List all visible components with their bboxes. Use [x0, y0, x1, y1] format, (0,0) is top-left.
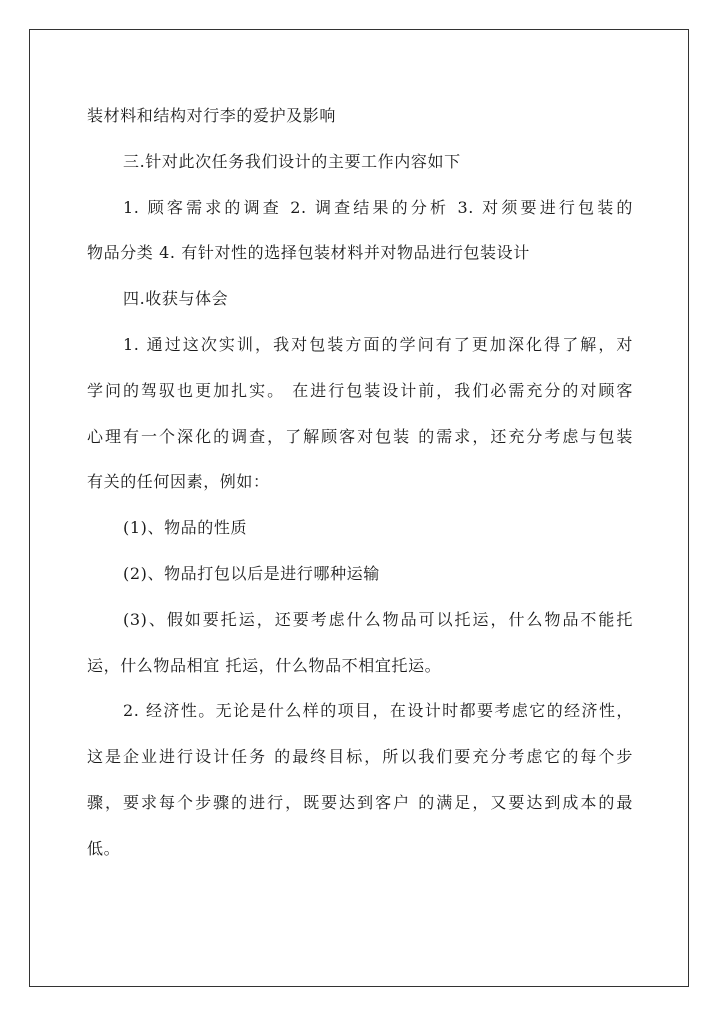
text-line-continuation: 装材料和结构对行李的爱护及影响 [87, 106, 337, 125]
section-heading-4: 四.收获与体会 [123, 289, 229, 309]
paragraph-1-line-2: 学问的驾驭也更加扎实。 在进行包装设计前，我们必需充分的对顾客 [87, 380, 633, 400]
list-item-3-line-1: (3)、假如要托运，还要考虑什么物品可以托运，什么物品不能托 [123, 609, 633, 629]
paragraph-1-line-1: 1. 通过这次实训，我对包装方面的学问有了更加深化得了解，对 [123, 334, 633, 354]
paragraph-1-line-4: 有关的任何因素，例如： [87, 472, 270, 492]
paragraph-2-line-3: 骤，要求每个步骤的进行，既要达到客户 的满足，又要达到成本的最 [87, 792, 633, 812]
paragraph-2-line-4: 低。 [87, 838, 121, 858]
paragraph-1-line-3: 心理有一个深化的调查，了解顾客对包装 的需求，还充分考虑与包装 [87, 426, 633, 446]
document-body [87, 93, 633, 872]
list-item-1: (1)、物品的性质 [123, 518, 248, 538]
work-items-line-1: 1. 顾客需求的调查 2. 调查结果的分析 3. 对须要进行包装的 [123, 197, 633, 217]
list-item-3-line-2: 运，什么物品相宜 托运，什么物品不相宜托运。 [87, 655, 442, 675]
paragraph-2-line-1: 2. 经济性。无论是什么样的项目，在设计时都要考虑它的经济性， [123, 701, 633, 721]
list-item-2: (2)、物品打包以后是进行哪种运输 [123, 563, 380, 583]
work-items-line-2: 物品分类 4. 有针对性的选择包装材料并对物品进行包装设计 [87, 243, 530, 263]
paragraph-2-line-2: 这是企业进行设计任务 的最终目标，所以我们要充分考虑它的每个步 [87, 747, 633, 767]
section-heading-3: 三.针对此次任务我们设计的主要工作内容如下 [123, 151, 461, 171]
